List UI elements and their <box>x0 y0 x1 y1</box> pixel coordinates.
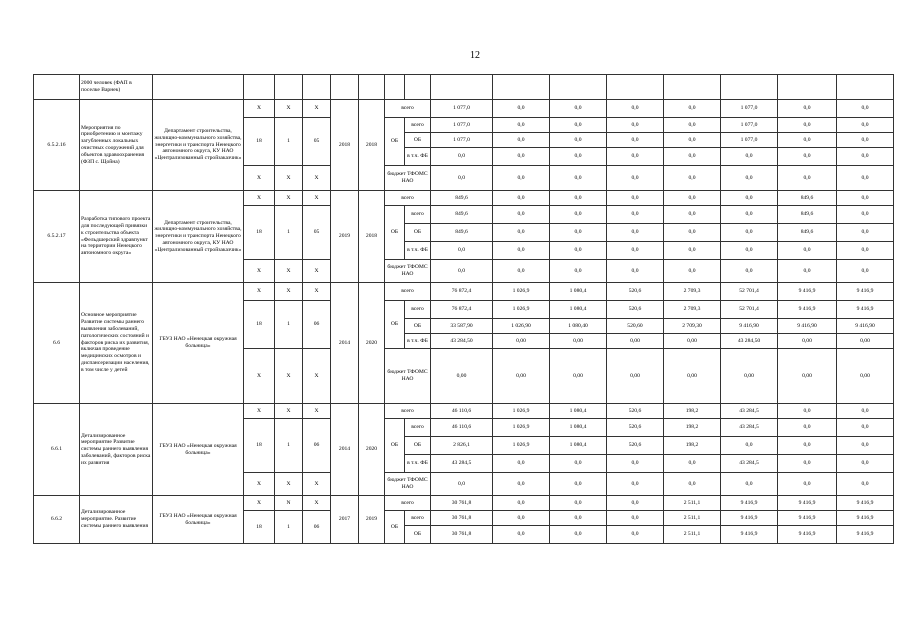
amount-cell: 0,0 <box>664 118 721 133</box>
amount-cell: 1 077,0 <box>431 118 493 133</box>
year-start: 2017 <box>331 496 359 544</box>
row-number: 6.6.2 <box>34 496 80 544</box>
amount-cell: 0,0 <box>721 166 778 191</box>
code-cell: X <box>275 260 303 283</box>
source-label: бюджет ТФОМС НАО <box>385 166 431 191</box>
amount-cell: 9 416,9 <box>837 496 894 511</box>
amount-cell: 43 284,5 <box>721 419 778 437</box>
amount-cell: 0,0 <box>607 455 664 473</box>
code-cell: X <box>244 496 275 511</box>
code-cell: X <box>244 349 275 404</box>
amount-cell: 1 026,9 <box>493 437 550 455</box>
amount-cell: 0,0 <box>550 166 607 191</box>
amount-cell: 0,0 <box>550 148 607 166</box>
amount-cell: 0,0 <box>607 148 664 166</box>
code-cell: X <box>303 166 331 191</box>
table-row <box>34 100 894 118</box>
amount-cell: 0,0 <box>837 419 894 437</box>
activity-name: Детализированное мероприятие. Развитие системы раннего выявления <box>80 496 153 544</box>
source-sub: ОБ <box>405 224 431 242</box>
amount-cell: 0,0 <box>837 455 894 473</box>
amount-cell: 198,2 <box>664 419 721 437</box>
amount-cell: 0,0 <box>550 511 607 526</box>
amount-cell: 0,0 <box>493 118 550 133</box>
code-cell: 1 <box>275 511 303 544</box>
source-sub: ОБ <box>405 319 431 334</box>
amount-cell: 0,0 <box>778 118 837 133</box>
amount-cell: 30 761,8 <box>431 511 493 526</box>
amount-cell: 9 416,9 <box>837 526 894 544</box>
amount-cell: 849,6 <box>778 191 837 206</box>
amount-cell: 0,0 <box>664 206 721 224</box>
amount-cell: 0,0 <box>778 437 837 455</box>
amount-cell: 0,0 <box>778 133 837 148</box>
amount-cell: 0,00 <box>664 334 721 349</box>
activity-name: Мероприятия по приобретению и монтажу загубленных локальных очистных сооружений для объектов здравоохранения (ФЗП с. Щойна) <box>80 100 153 191</box>
ob-label: ОБ <box>385 511 405 544</box>
amount-cell: 2 511,1 <box>664 496 721 511</box>
amount-cell: 9 416,9 <box>778 511 837 526</box>
amount-cell: 46 110,6 <box>431 404 493 419</box>
amount-cell: 0,00 <box>607 334 664 349</box>
amount-cell: 849,6 <box>431 191 493 206</box>
source-label: всего <box>385 404 431 419</box>
amount-cell: 0,00 <box>837 334 894 349</box>
table-row <box>34 283 894 301</box>
row-number: 6.6.1 <box>34 404 80 496</box>
amount-cell: 0,0 <box>493 133 550 148</box>
amount-cell: 0,0 <box>837 206 894 224</box>
amount-cell: 9 416,9 <box>778 301 837 319</box>
activity-name: Разработка типового проекта для последующей привязки к строительства объекта «Фельдшерский здравпункт на территории Ненецкого автономного округа» <box>80 191 153 283</box>
amount-cell: 0,0 <box>837 118 894 133</box>
year-end: 2018 <box>359 100 385 191</box>
source-sub: всего <box>405 301 431 319</box>
amount-cell: 0,0 <box>721 224 778 242</box>
code-cell: X <box>275 404 303 419</box>
amount-cell: 1 080,4 <box>550 404 607 419</box>
row-number: 6.5.2.17 <box>34 191 80 283</box>
amount-cell: 52 701,4 <box>721 283 778 301</box>
continuation-row <box>34 75 894 100</box>
amount-cell: 9 416,9 <box>778 496 837 511</box>
code-cell: 18 <box>244 419 275 473</box>
amount-cell: 520,6 <box>607 301 664 319</box>
code-cell: X <box>275 166 303 191</box>
executor: ГБУЗ НАО «Ненецкая окружная больница» <box>153 283 244 404</box>
amount-cell: 0,0 <box>550 260 607 283</box>
amount-cell: 0,0 <box>721 148 778 166</box>
amount-cell: 0,0 <box>607 191 664 206</box>
amount-cell: 0,0 <box>607 511 664 526</box>
amount-cell: 0,0 <box>721 437 778 455</box>
amount-cell: 43 284,5 <box>721 404 778 419</box>
source-sub: в т.ч. ФБ <box>405 242 431 260</box>
amount-cell: 1 026,9 <box>493 419 550 437</box>
amount-cell: 520,6 <box>607 404 664 419</box>
amount-cell: 1 080,40 <box>550 319 607 334</box>
amount-cell: 0,0 <box>837 191 894 206</box>
amount-cell: 0,00 <box>778 334 837 349</box>
amount-cell: 0,0 <box>664 260 721 283</box>
code-cell: 1 <box>275 419 303 473</box>
code-cell: X <box>244 191 275 206</box>
year-end: 2019 <box>359 496 385 544</box>
code-cell: X <box>303 404 331 419</box>
source-label: всего <box>385 191 431 206</box>
code-cell: X <box>303 349 331 404</box>
amount-cell: 0,0 <box>837 166 894 191</box>
amount-cell: 0,0 <box>550 100 607 118</box>
amount-cell: 198,2 <box>664 437 721 455</box>
code-cell: X <box>303 283 331 301</box>
amount-cell: 0,0 <box>837 242 894 260</box>
amount-cell: 1 077,0 <box>431 133 493 148</box>
amount-cell: 0,0 <box>607 206 664 224</box>
amount-cell: 1 026,9 <box>493 301 550 319</box>
amount-cell: 0,0 <box>778 166 837 191</box>
amount-cell: 0,0 <box>607 224 664 242</box>
source-label: всего <box>385 283 431 301</box>
amount-cell: 0,0 <box>607 526 664 544</box>
code-cell: X <box>275 191 303 206</box>
amount-cell: 0,0 <box>721 260 778 283</box>
amount-cell: 0,0 <box>837 437 894 455</box>
amount-cell: 0,0 <box>493 224 550 242</box>
table-row <box>34 191 894 206</box>
code-cell: X <box>303 260 331 283</box>
amount-cell: 0,0 <box>607 100 664 118</box>
row-number: 6.6 <box>34 283 80 404</box>
amount-cell: 0,00 <box>493 334 550 349</box>
amount-cell: 1 080,4 <box>550 301 607 319</box>
code-cell: 18 <box>244 511 275 544</box>
amount-cell: 0,0 <box>837 224 894 242</box>
amount-cell: 0,0 <box>664 455 721 473</box>
amount-cell: 43 284,50 <box>431 334 493 349</box>
amount-cell: 1 080,4 <box>550 437 607 455</box>
amount-cell: 0,0 <box>664 148 721 166</box>
source-label: всего <box>385 100 431 118</box>
code-cell: X <box>244 283 275 301</box>
source-sub: всего <box>405 511 431 526</box>
amount-cell: 0,0 <box>607 118 664 133</box>
amount-cell: 0,0 <box>493 526 550 544</box>
amount-cell: 2 511,1 <box>664 526 721 544</box>
year-end: 2018 <box>359 191 385 283</box>
amount-cell: 0,0 <box>664 100 721 118</box>
source-sub: ОБ <box>405 133 431 148</box>
executor: ГБУЗ НАО «Ненецкая окружная больница» <box>153 496 244 544</box>
amount-cell: 0,0 <box>493 100 550 118</box>
code-cell: 06 <box>303 419 331 473</box>
amount-cell: 0,0 <box>607 260 664 283</box>
amount-cell: 520,6 <box>607 437 664 455</box>
amount-cell: 0,0 <box>778 148 837 166</box>
code-cell: 06 <box>303 301 331 349</box>
amount-cell: 0,0 <box>664 473 721 496</box>
amount-cell: 0,0 <box>493 260 550 283</box>
amount-cell: 198,2 <box>664 404 721 419</box>
amount-cell: 1 026,9 <box>493 404 550 419</box>
source-sub: в т.ч. ФБ <box>405 455 431 473</box>
amount-cell: 0,0 <box>721 206 778 224</box>
code-cell: 18 <box>244 206 275 260</box>
amount-cell: 0,0 <box>431 242 493 260</box>
source-sub: ОБ <box>405 437 431 455</box>
amount-cell: 52 701,4 <box>721 301 778 319</box>
amount-cell: 9 416,9 <box>721 526 778 544</box>
code-cell: 1 <box>275 301 303 349</box>
amount-cell: 1 026,9 <box>493 283 550 301</box>
amount-cell: 43 284,5 <box>721 455 778 473</box>
code-cell: X <box>275 473 303 496</box>
code-cell: 1 <box>275 206 303 260</box>
amount-cell: 849,6 <box>778 206 837 224</box>
amount-cell: 1 077,0 <box>431 100 493 118</box>
amount-cell: 0,0 <box>778 260 837 283</box>
amount-cell: 0,0 <box>837 133 894 148</box>
amount-cell: 0,0 <box>550 118 607 133</box>
amount-cell: 0,00 <box>664 349 721 404</box>
amount-cell: 2 709,30 <box>664 319 721 334</box>
ob-label: ОБ <box>385 419 405 473</box>
amount-cell: 0,0 <box>493 191 550 206</box>
amount-cell: 0,0 <box>664 242 721 260</box>
code-cell: X <box>275 349 303 404</box>
source-sub: всего <box>405 419 431 437</box>
amount-cell: 0,0 <box>550 496 607 511</box>
amount-cell: 0,00 <box>837 349 894 404</box>
activity-name: Основное мероприятие Развитие системы раннего выявления заболеваний, патологических состояний и факторов риска их развития, включая проведение медицинских осмотров и диспансеризации населения, в том числе у детей <box>80 283 153 404</box>
amount-cell: 0,0 <box>721 242 778 260</box>
source-label: бюджет ТФОМС НАО <box>385 473 431 496</box>
amount-cell: 9 416,9 <box>778 283 837 301</box>
amount-cell: 0,0 <box>493 496 550 511</box>
code-cell: X <box>275 100 303 118</box>
amount-cell: 0,0 <box>778 100 837 118</box>
amount-cell: 9 416,9 <box>837 283 894 301</box>
year-start: 2014 <box>331 404 359 496</box>
code-cell: 05 <box>303 206 331 260</box>
amount-cell: 9 416,90 <box>778 319 837 334</box>
executor: ГБУЗ НАО «Ненецкая окружная больница» <box>153 404 244 496</box>
amount-cell: 1 080,4 <box>550 419 607 437</box>
amount-cell: 849,6 <box>778 224 837 242</box>
amount-cell: 46 110,6 <box>431 419 493 437</box>
source-sub: всего <box>405 118 431 133</box>
amount-cell: 0,00 <box>778 349 837 404</box>
amount-cell: 1 080,4 <box>550 283 607 301</box>
amount-cell: 520,60 <box>607 319 664 334</box>
amount-cell: 0,0 <box>664 191 721 206</box>
row-number: 6.5.2.16 <box>34 100 80 191</box>
amount-cell: 2 709,3 <box>664 301 721 319</box>
ob-label: ОБ <box>385 301 405 349</box>
code-cell: X <box>244 404 275 419</box>
code-cell: X <box>244 166 275 191</box>
source-sub: ОБ <box>405 526 431 544</box>
amount-cell: 0,0 <box>493 511 550 526</box>
year-start: 2019 <box>331 191 359 283</box>
source-label: всего <box>385 496 431 511</box>
activity-name: Детализированное мероприятие Развитие системы раннего выявления заболеваний, факторов риска их развития <box>80 404 153 496</box>
amount-cell: 0,0 <box>837 148 894 166</box>
amount-cell: 0,0 <box>721 191 778 206</box>
amount-cell: 0,0 <box>550 206 607 224</box>
code-cell: 1 <box>275 118 303 166</box>
amount-cell: 1 077,0 <box>721 118 778 133</box>
amount-cell: 0,0 <box>607 133 664 148</box>
amount-cell: 0,0 <box>493 148 550 166</box>
amount-cell: 0,0 <box>550 455 607 473</box>
amount-cell: 0,0 <box>550 242 607 260</box>
amount-cell: 0,0 <box>431 148 493 166</box>
amount-cell: 0,0 <box>778 455 837 473</box>
amount-cell: 0,0 <box>778 404 837 419</box>
amount-cell: 0,0 <box>607 166 664 191</box>
amount-cell: 2 826,1 <box>431 437 493 455</box>
amount-cell: 0,0 <box>607 496 664 511</box>
amount-cell: 0,0 <box>493 242 550 260</box>
year-end: 2020 <box>359 283 385 404</box>
amount-cell: 0,0 <box>837 100 894 118</box>
amount-cell: 0,00 <box>550 349 607 404</box>
code-cell: X <box>303 100 331 118</box>
code-cell: X <box>303 473 331 496</box>
amount-cell: 0,0 <box>431 166 493 191</box>
amount-cell: 43 284,50 <box>721 334 778 349</box>
amount-cell: 30 761,8 <box>431 496 493 511</box>
amount-cell: 9 416,9 <box>778 526 837 544</box>
amount-cell: 0,0 <box>550 191 607 206</box>
amount-cell: 0,0 <box>493 455 550 473</box>
code-cell: X <box>303 191 331 206</box>
amount-cell: 9 416,9 <box>721 496 778 511</box>
code-cell: X <box>275 283 303 301</box>
amount-cell: 0,0 <box>607 242 664 260</box>
executor: Департамент строительства, жилищно-коммунального хозяйства, энергетики и транспорта Ненецкого автономного округа, КУ НАО «Централизованный стройзаказчик» <box>153 100 244 191</box>
amount-cell: 43 284,5 <box>431 455 493 473</box>
amount-cell: 0,00 <box>493 349 550 404</box>
amount-cell: 1 077,0 <box>721 133 778 148</box>
amount-cell: 0,0 <box>493 473 550 496</box>
ob-label: ОБ <box>385 118 405 166</box>
amount-cell: 33 587,90 <box>431 319 493 334</box>
code-cell: X <box>303 496 331 511</box>
amount-cell: 849,6 <box>431 206 493 224</box>
amount-cell: 0,0 <box>607 473 664 496</box>
source-sub: в т.ч. ФБ <box>405 148 431 166</box>
source-label: бюджет ТФОМС НАО <box>385 349 431 404</box>
amount-cell: 0,00 <box>607 349 664 404</box>
code-cell: N <box>275 496 303 511</box>
code-cell: 18 <box>244 118 275 166</box>
amount-cell: 76 872,4 <box>431 301 493 319</box>
amount-cell: 0,0 <box>778 419 837 437</box>
amount-cell: 0,0 <box>664 224 721 242</box>
amount-cell: 76 872,4 <box>431 283 493 301</box>
amount-cell: 0,0 <box>493 166 550 191</box>
amount-cell: 0,00 <box>431 349 493 404</box>
executor: Департамент строительства, жилищно-коммунального хозяйства, энергетики и транспорта Ненецкого автономного округа, КУ НАО «Централизованный стройзаказчик» <box>153 191 244 283</box>
page-number: 12 <box>470 50 480 61</box>
amount-cell: 0,0 <box>431 473 493 496</box>
amount-cell: 9 416,90 <box>721 319 778 334</box>
amount-cell: 9 416,9 <box>721 511 778 526</box>
amount-cell: 0,0 <box>431 260 493 283</box>
amount-cell: 0,00 <box>721 349 778 404</box>
table-row <box>34 404 894 419</box>
amount-cell: 520,6 <box>607 283 664 301</box>
amount-cell: 1 026,90 <box>493 319 550 334</box>
amount-cell: 9 416,9 <box>837 511 894 526</box>
amount-cell: 1 077,0 <box>721 100 778 118</box>
amount-cell: 0,0 <box>664 133 721 148</box>
year-end: 2020 <box>359 404 385 496</box>
code-cell: 18 <box>244 301 275 349</box>
amount-cell: 0,00 <box>550 334 607 349</box>
amount-cell: 0,0 <box>721 473 778 496</box>
code-cell: X <box>244 260 275 283</box>
table-row <box>34 496 894 511</box>
amount-cell: 2 511,1 <box>664 511 721 526</box>
ob-label: ОБ <box>385 206 405 260</box>
source-sub: всего <box>405 206 431 224</box>
amount-cell: 520,6 <box>607 419 664 437</box>
amount-cell: 0,0 <box>778 473 837 496</box>
amount-cell: 0,0 <box>837 260 894 283</box>
amount-cell: 0,0 <box>778 242 837 260</box>
code-cell: 05 <box>303 118 331 166</box>
amount-cell: 0,0 <box>550 473 607 496</box>
amount-cell: 0,0 <box>550 133 607 148</box>
source-sub: в т.ч. ФБ <box>405 334 431 349</box>
amount-cell: 0,0 <box>837 404 894 419</box>
amount-cell: 0,0 <box>550 224 607 242</box>
program-table <box>33 74 894 544</box>
code-cell: X <box>244 473 275 496</box>
code-cell: 06 <box>303 511 331 544</box>
code-cell: X <box>244 100 275 118</box>
amount-cell: 0,0 <box>837 473 894 496</box>
year-start: 2018 <box>331 100 359 191</box>
amount-cell: 0,0 <box>664 166 721 191</box>
amount-cell: 2 709,3 <box>664 283 721 301</box>
amount-cell: 849,6 <box>431 224 493 242</box>
cont-name: 2000 человек (ФАП в поселке Варнек) <box>80 75 153 100</box>
amount-cell: 0,0 <box>493 206 550 224</box>
source-label: бюджет ТФОМС НАО <box>385 260 431 283</box>
year-start: 2014 <box>331 283 359 404</box>
amount-cell: 30 761,8 <box>431 526 493 544</box>
amount-cell: 9 416,90 <box>837 319 894 334</box>
amount-cell: 9 416,9 <box>837 301 894 319</box>
amount-cell: 0,0 <box>550 526 607 544</box>
